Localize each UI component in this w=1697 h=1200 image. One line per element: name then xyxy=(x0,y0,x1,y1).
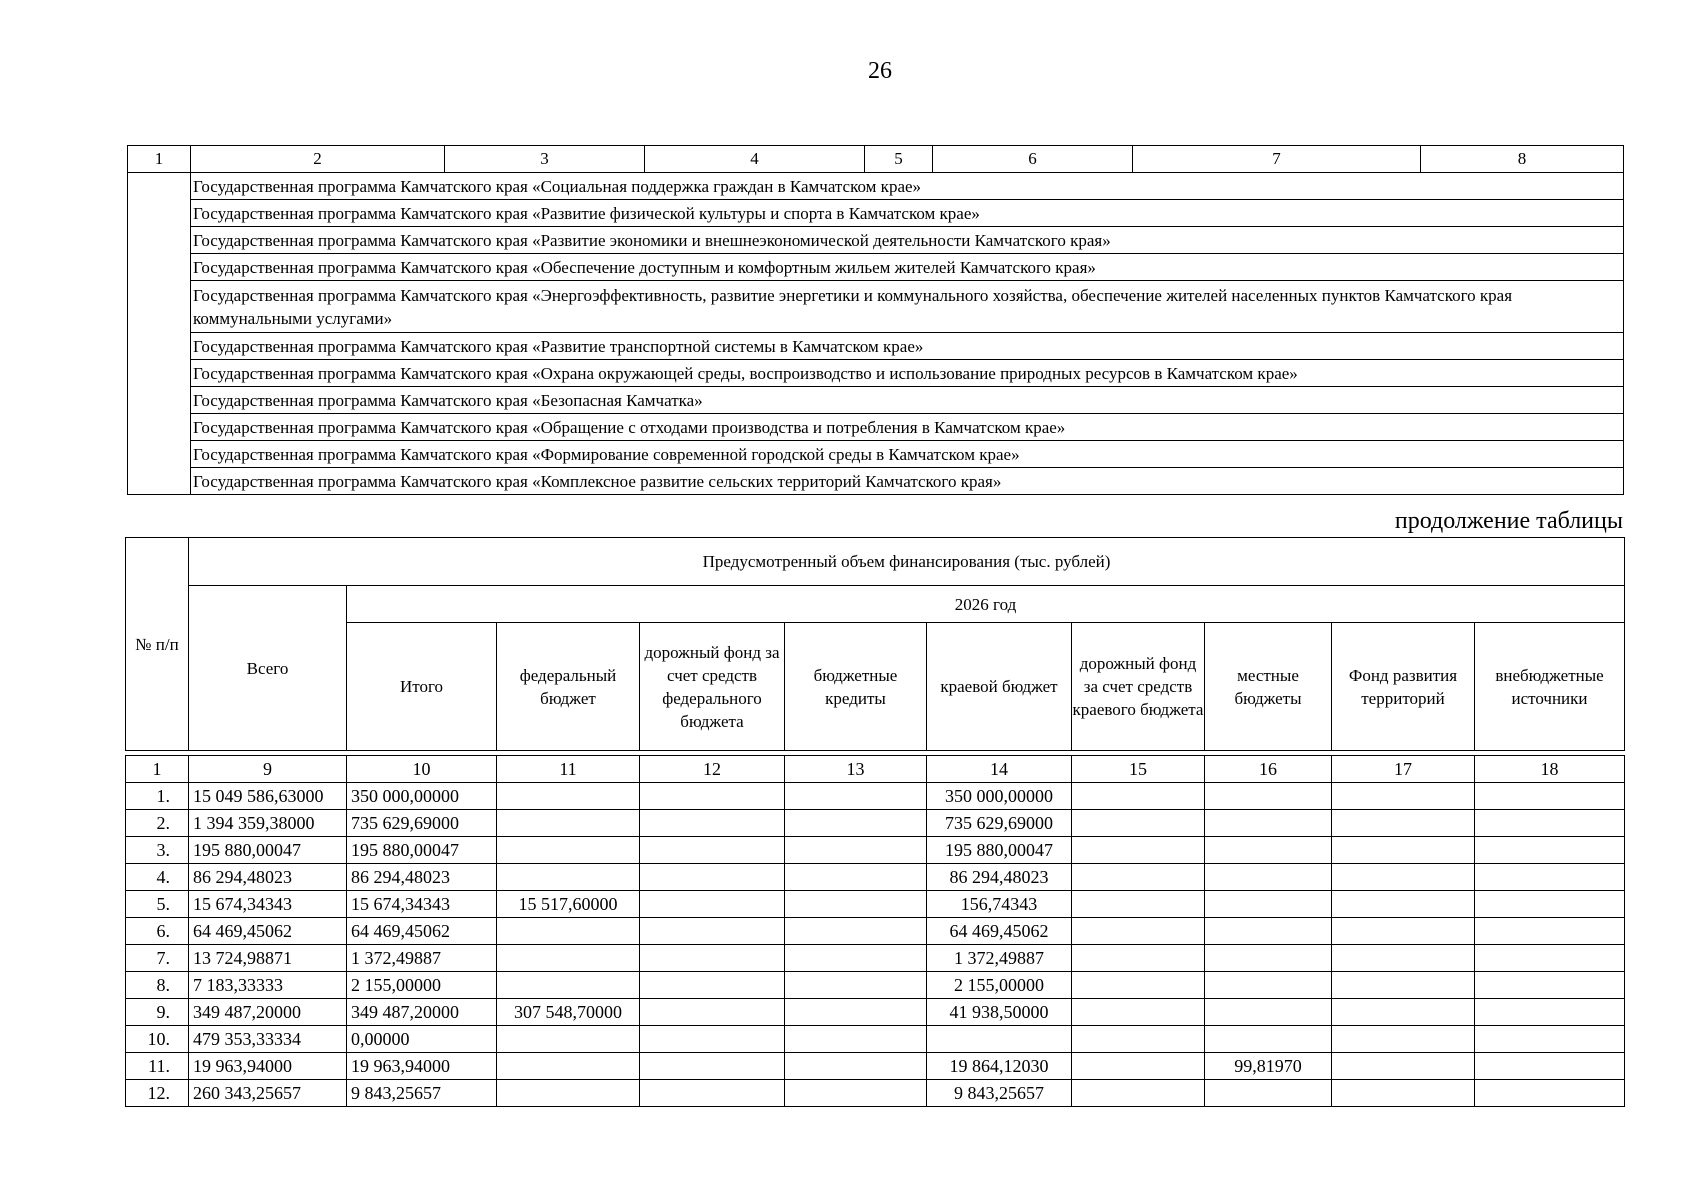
row-number: 4. xyxy=(126,864,189,891)
extrabudgetary-value xyxy=(1475,1026,1625,1053)
column-number-row xyxy=(128,146,1624,173)
program-row xyxy=(128,441,1624,468)
itogo-value: 1 372,49887 xyxy=(347,945,497,972)
regional-value: 350 000,00000 xyxy=(927,783,1072,810)
territory-fund-value xyxy=(1332,972,1475,999)
total-value: 7 183,33333 xyxy=(189,972,347,999)
program-name: Государственная программа Камчатского края «Развитие экономики и внешнеэкономической деятельности Камчатского края» xyxy=(191,227,1624,254)
finance-data-table xyxy=(125,755,1625,1107)
local-value xyxy=(1205,999,1332,1026)
territory-fund-value xyxy=(1332,864,1475,891)
column-number: 3 xyxy=(445,146,645,173)
program-row xyxy=(128,281,1624,333)
year-header: 2026 год xyxy=(347,586,1625,623)
sub-header-itogo: Итого xyxy=(347,623,497,751)
column-number-row xyxy=(126,756,1625,783)
program-row xyxy=(128,387,1624,414)
federal-value xyxy=(497,972,640,999)
column-number: 5 xyxy=(865,146,933,173)
itogo-value: 64 469,45062 xyxy=(347,918,497,945)
program-row xyxy=(128,414,1624,441)
row-number: 6. xyxy=(126,918,189,945)
itogo-value: 9 843,25657 xyxy=(347,1080,497,1107)
program-row xyxy=(128,468,1624,495)
table-row xyxy=(126,1026,1625,1053)
extrabudgetary-value xyxy=(1475,972,1625,999)
road-fund-regional-value xyxy=(1072,837,1205,864)
column-number: 14 xyxy=(927,756,1072,783)
local-value xyxy=(1205,1026,1332,1053)
column-number: 17 xyxy=(1332,756,1475,783)
local-value xyxy=(1205,945,1332,972)
road-fund-regional-value xyxy=(1072,1080,1205,1107)
credits-value xyxy=(785,999,927,1026)
road-fund-federal-value xyxy=(640,891,785,918)
extrabudgetary-value xyxy=(1475,918,1625,945)
sub-header-road-fund-federal: дорожный фонд за счет средств федерального бюджета xyxy=(640,623,785,751)
table-row xyxy=(126,1053,1625,1080)
credits-value xyxy=(785,1026,927,1053)
itogo-value: 735 629,69000 xyxy=(347,810,497,837)
table-row xyxy=(126,810,1625,837)
row-number: 9. xyxy=(126,999,189,1026)
finance-title: Предусмотренный объем финансирования (тыс. рублей) xyxy=(189,538,1625,586)
program-name: Государственная программа Камчатского края «Развитие транспортной системы в Камчатском крае» xyxy=(191,333,1624,360)
itogo-value: 195 880,00047 xyxy=(347,837,497,864)
column-number: 1 xyxy=(128,146,191,173)
extrabudgetary-value xyxy=(1475,864,1625,891)
table-row xyxy=(126,945,1625,972)
extrabudgetary-value xyxy=(1475,891,1625,918)
column-number: 9 xyxy=(189,756,347,783)
column-number: 15 xyxy=(1072,756,1205,783)
program-number-cell xyxy=(128,173,191,495)
row-number: 1. xyxy=(126,783,189,810)
program-name: Государственная программа Камчатского края «Формирование современной городской среды в Камчатском крае» xyxy=(191,441,1624,468)
extrabudgetary-value xyxy=(1475,810,1625,837)
total-value: 15 049 586,63000 xyxy=(189,783,347,810)
page-number: 26 xyxy=(868,58,892,84)
regional-value xyxy=(927,1026,1072,1053)
road-fund-federal-value xyxy=(640,864,785,891)
total-value: 349 487,20000 xyxy=(189,999,347,1026)
road-fund-regional-value xyxy=(1072,999,1205,1026)
sub-header-credits: бюджетные кредиты xyxy=(785,623,927,751)
road-fund-regional-value xyxy=(1072,864,1205,891)
total-value: 260 343,25657 xyxy=(189,1080,347,1107)
program-name: Государственная программа Камчатского края «Комплексное развитие сельских территорий Камчатского края» xyxy=(191,468,1624,495)
road-fund-federal-value xyxy=(640,783,785,810)
total-value: 13 724,98871 xyxy=(189,945,347,972)
credits-value xyxy=(785,972,927,999)
territory-fund-value xyxy=(1332,945,1475,972)
program-row xyxy=(128,173,1624,200)
itogo-value: 86 294,48023 xyxy=(347,864,497,891)
road-fund-federal-value xyxy=(640,945,785,972)
column-number: 4 xyxy=(645,146,865,173)
road-fund-regional-value xyxy=(1072,810,1205,837)
federal-value: 307 548,70000 xyxy=(497,999,640,1026)
table-row xyxy=(126,837,1625,864)
column-number: 7 xyxy=(1133,146,1421,173)
finance-header-table xyxy=(125,537,1625,751)
total-value: 1 394 359,38000 xyxy=(189,810,347,837)
extrabudgetary-value xyxy=(1475,945,1625,972)
federal-value xyxy=(497,918,640,945)
program-row xyxy=(128,333,1624,360)
territory-fund-value xyxy=(1332,837,1475,864)
programs-table xyxy=(127,145,1624,495)
territory-fund-value xyxy=(1332,1053,1475,1080)
federal-value xyxy=(497,810,640,837)
road-fund-regional-value xyxy=(1072,1026,1205,1053)
territory-fund-value xyxy=(1332,891,1475,918)
local-value xyxy=(1205,972,1332,999)
col-no-header: № п/п xyxy=(126,538,189,751)
credits-value xyxy=(785,864,927,891)
itogo-value: 0,00000 xyxy=(347,1026,497,1053)
federal-value xyxy=(497,864,640,891)
sub-header-local: местные бюджеты xyxy=(1205,623,1332,751)
federal-value xyxy=(497,1080,640,1107)
itogo-value: 15 674,34343 xyxy=(347,891,497,918)
program-name: Государственная программа Камчатского края «Безопасная Камчатка» xyxy=(191,387,1624,414)
table-continuation-label: продолжение таблицы xyxy=(1394,508,1623,534)
column-number: 12 xyxy=(640,756,785,783)
extrabudgetary-value xyxy=(1475,1053,1625,1080)
road-fund-regional-value xyxy=(1072,972,1205,999)
regional-value: 735 629,69000 xyxy=(927,810,1072,837)
column-number: 16 xyxy=(1205,756,1332,783)
total-value: 64 469,45062 xyxy=(189,918,347,945)
program-row xyxy=(128,200,1624,227)
regional-value: 156,74343 xyxy=(927,891,1072,918)
program-name: Государственная программа Камчатского края «Обращение с отходами производства и потребления в Камчатском крае» xyxy=(191,414,1624,441)
column-number: 18 xyxy=(1475,756,1625,783)
local-value xyxy=(1205,783,1332,810)
extrabudgetary-value xyxy=(1475,1080,1625,1107)
regional-value: 86 294,48023 xyxy=(927,864,1072,891)
sub-header-road-fund-regional: дорожный фонд за счет средств краевого бюджета xyxy=(1072,623,1205,751)
program-row xyxy=(128,254,1624,281)
row-number: 7. xyxy=(126,945,189,972)
program-row xyxy=(128,227,1624,254)
local-value xyxy=(1205,837,1332,864)
itogo-value: 349 487,20000 xyxy=(347,999,497,1026)
regional-value: 41 938,50000 xyxy=(927,999,1072,1026)
extrabudgetary-value xyxy=(1475,783,1625,810)
credits-value xyxy=(785,837,927,864)
sub-header-territory-fund: Фонд развития территорий xyxy=(1332,623,1475,751)
program-name: Государственная программа Камчатского края «Развитие физической культуры и спорта в Камчатском крае» xyxy=(191,200,1624,227)
sub-header-federal: федеральный бюджет xyxy=(497,623,640,751)
regional-value: 1 372,49887 xyxy=(927,945,1072,972)
column-number: 10 xyxy=(347,756,497,783)
total-value: 15 674,34343 xyxy=(189,891,347,918)
total-value: 479 353,33334 xyxy=(189,1026,347,1053)
road-fund-regional-value xyxy=(1072,945,1205,972)
table-row xyxy=(126,1080,1625,1107)
territory-fund-value xyxy=(1332,918,1475,945)
table-row xyxy=(126,864,1625,891)
territory-fund-value xyxy=(1332,810,1475,837)
row-number: 11. xyxy=(126,1053,189,1080)
local-value xyxy=(1205,918,1332,945)
federal-value xyxy=(497,945,640,972)
column-number: 11 xyxy=(497,756,640,783)
sub-header-regional: краевой бюджет xyxy=(927,623,1072,751)
table-row xyxy=(126,891,1625,918)
territory-fund-value xyxy=(1332,783,1475,810)
regional-value: 9 843,25657 xyxy=(927,1080,1072,1107)
row-number: 3. xyxy=(126,837,189,864)
territory-fund-value xyxy=(1332,1026,1475,1053)
credits-value xyxy=(785,1080,927,1107)
row-number: 5. xyxy=(126,891,189,918)
credits-value xyxy=(785,783,927,810)
total-value: 86 294,48023 xyxy=(189,864,347,891)
road-fund-regional-value xyxy=(1072,918,1205,945)
federal-value xyxy=(497,1053,640,1080)
regional-value: 195 880,00047 xyxy=(927,837,1072,864)
federal-value: 15 517,60000 xyxy=(497,891,640,918)
local-value xyxy=(1205,1080,1332,1107)
program-row xyxy=(128,360,1624,387)
row-number: 2. xyxy=(126,810,189,837)
road-fund-regional-value xyxy=(1072,891,1205,918)
itogo-value: 2 155,00000 xyxy=(347,972,497,999)
road-fund-federal-value xyxy=(640,1080,785,1107)
table-row xyxy=(126,972,1625,999)
road-fund-federal-value xyxy=(640,999,785,1026)
federal-value xyxy=(497,783,640,810)
column-number: 2 xyxy=(191,146,445,173)
road-fund-regional-value xyxy=(1072,783,1205,810)
total-value: 195 880,00047 xyxy=(189,837,347,864)
local-value xyxy=(1205,891,1332,918)
road-fund-federal-value xyxy=(640,837,785,864)
row-number: 12. xyxy=(126,1080,189,1107)
regional-value: 64 469,45062 xyxy=(927,918,1072,945)
road-fund-federal-value xyxy=(640,918,785,945)
extrabudgetary-value xyxy=(1475,999,1625,1026)
regional-value: 19 864,12030 xyxy=(927,1053,1072,1080)
credits-value xyxy=(785,1053,927,1080)
table-row xyxy=(126,783,1625,810)
column-number: 13 xyxy=(785,756,927,783)
local-value xyxy=(1205,864,1332,891)
regional-value: 2 155,00000 xyxy=(927,972,1072,999)
column-number: 6 xyxy=(933,146,1133,173)
local-value xyxy=(1205,810,1332,837)
credits-value xyxy=(785,810,927,837)
road-fund-federal-value xyxy=(640,1026,785,1053)
territory-fund-value xyxy=(1332,999,1475,1026)
program-name: Государственная программа Камчатского края «Обеспечение доступным и комфортным жильем жителей Камчатского края» xyxy=(191,254,1624,281)
total-value: 19 963,94000 xyxy=(189,1053,347,1080)
federal-value xyxy=(497,1026,640,1053)
itogo-value: 19 963,94000 xyxy=(347,1053,497,1080)
road-fund-regional-value xyxy=(1072,1053,1205,1080)
territory-fund-value xyxy=(1332,1080,1475,1107)
road-fund-federal-value xyxy=(640,1053,785,1080)
local-value: 99,81970 xyxy=(1205,1053,1332,1080)
table-row xyxy=(126,918,1625,945)
row-number: 10. xyxy=(126,1026,189,1053)
road-fund-federal-value xyxy=(640,972,785,999)
credits-value xyxy=(785,945,927,972)
extrabudgetary-value xyxy=(1475,837,1625,864)
road-fund-federal-value xyxy=(640,810,785,837)
program-name: Государственная программа Камчатского края «Охрана окружающей среды, воспроизводство и использование природных ресурсов в Камчатском крае» xyxy=(191,360,1624,387)
column-number: 1 xyxy=(126,756,189,783)
federal-value xyxy=(497,837,640,864)
row-number: 8. xyxy=(126,972,189,999)
credits-value xyxy=(785,918,927,945)
column-number: 8 xyxy=(1421,146,1624,173)
col-total-header: Всего xyxy=(189,586,347,751)
program-name: Государственная программа Камчатского края «Социальная поддержка граждан в Камчатском крае» xyxy=(191,173,1624,200)
table-row xyxy=(126,999,1625,1026)
credits-value xyxy=(785,891,927,918)
itogo-value: 350 000,00000 xyxy=(347,783,497,810)
program-name: Государственная программа Камчатского края «Энергоэффективность, развитие энергетики и коммунального хозяйства, обеспечение жителей населенных пунктов Камчатского края коммунальными услугами» xyxy=(191,281,1624,333)
sub-header-extrabudgetary: внебюджетные источники xyxy=(1475,623,1625,751)
